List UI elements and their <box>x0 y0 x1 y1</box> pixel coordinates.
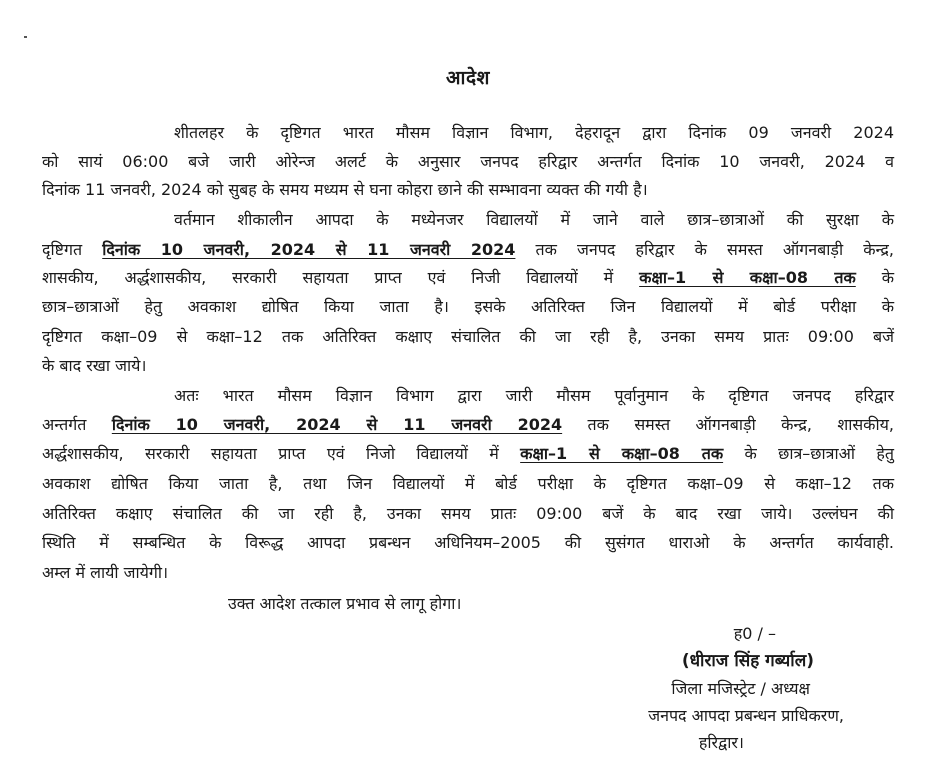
document-title: आदेश <box>446 67 490 89</box>
p3-line-7: अम्ल में लायी जायेगी। <box>42 563 169 582</box>
p1-line-2: को सायं 06:00 बजे जारी ओरेन्ज अलर्ट के अनुसार जनपद हरिद्वार अन्तर्गत दिनांक 10 जनवरी, 2024 व <box>42 152 894 171</box>
p1-line-3: दिनांक 11 जनवरी, 2024 को सुबह के समय मध्यम से घना कोहरा छाने की सम्भावना व्यक्त की गयी है। <box>42 180 648 199</box>
p3-line-2-end: तक समस्त ऑगनबाड़ी केन्द्र, शासकीय, <box>587 415 894 434</box>
p3-line-3 <box>42 442 894 466</box>
signatory-place: हरिद्वार। <box>698 733 744 752</box>
class-range-highlight: कक्षा–1 से कक्षा–08 तक <box>639 268 856 287</box>
p3-line-5: अतिरिक्त कक्षाए संचालित की जा रही है, उनका समय प्रातः 09:00 बजें के बाद रखा जाये। उल्लंघन की <box>42 504 894 523</box>
p2-line-3-end: के <box>881 268 894 287</box>
p2-line-2 <box>42 238 894 262</box>
holiday-date-range-highlight: दिनांक 10 जनवरी, 2024 से 11 जनवरी 2024 <box>102 240 516 259</box>
p2-line-2-start: दृष्टिगत <box>42 240 83 259</box>
p2-line-3-start: शासकीय, अर्द्धशासकीय, सरकारी सहायता प्राप्त एवं निजी विद्यालयों में <box>42 268 614 287</box>
p2-line-3 <box>42 266 894 290</box>
p3-line-6: स्थिति में सम्बन्धित के विरूद्ध आपदा प्रबन्धन अधिनियम–2005 की सुसंगत धाराओ के अन्तर्गत कार्यवाही. <box>42 533 894 552</box>
signatory-designation: जिला मजिस्ट्रेट / अध्यक्ष <box>671 679 810 698</box>
p3-line-2 <box>42 413 894 437</box>
p2-line-2-end: तक जनपद हरिद्वार के समस्त ऑगनबाड़ी केन्द्र, <box>535 240 895 259</box>
scan-speck <box>24 36 27 38</box>
closing-statement: उक्त आदेश तत्काल प्रभाव से लागू होगा। <box>228 594 462 613</box>
p2-line-5: दृष्टिगत कक्षा–09 से कक्षा–12 तक अतिरिक्त कक्षाए संचालित की जा रही है, उनका समय प्रातः 09:00 बजें <box>42 327 894 346</box>
class-range-highlight-2: कक्षा–1 से कक्षा–08 तक <box>520 444 724 463</box>
p1-line-1: शीतलहर के दृष्टिगत भारत मौसम विज्ञान विभाग, देहरादून द्वारा दिनांक 09 जनवरी 2024 <box>174 123 894 142</box>
p2-line-4: छात्र–छात्राओं हेतु अवकाश द्योषित किया जाता है। इसके अतिरिक्त जिन विद्यालयों में बोर्ड परीक्षा के <box>42 297 894 316</box>
holiday-date-range-highlight-2: दिनांक 10 जनवरी, 2024 से 11 जनवरी 2024 <box>111 415 563 434</box>
p3-line-1: अतः भारत मौसम विज्ञान विभाग द्वारा जारी मौसम पूर्वानुमान के दृष्टिगत जनपद हरिद्वार <box>174 386 894 405</box>
p2-line-6: के बाद रखा जाये। <box>42 356 147 375</box>
p3-line-4: अवकाश द्योषित किया जाता है, तथा जिन विद्यालयों में बोर्ड परीक्षा के दृष्टिगत कक्षा–09 से कक्षा–12 तक <box>42 474 894 493</box>
signatory-name: (धीराज सिंह गर्ब्याल) <box>681 651 814 671</box>
p3-line-3-start: अर्द्धशासकीय, सरकारी सहायता प्राप्त एवं निजो विद्यालयों में <box>42 444 499 463</box>
p3-line-3-end: के छात्र–छात्राओं हेतु <box>744 444 894 463</box>
signatory-authority: जनपद आपदा प्रबन्धन प्राधिकरण, <box>648 706 844 725</box>
signed-mark: ह0 / – <box>733 624 776 643</box>
p2-line-1: वर्तमान शीकालीन आपदा के मध्येनजर विद्यालयों में जाने वाले छात्र–छात्राओं की सुरक्षा के <box>174 210 894 229</box>
p3-line-2-start: अन्तर्गत <box>42 415 87 434</box>
